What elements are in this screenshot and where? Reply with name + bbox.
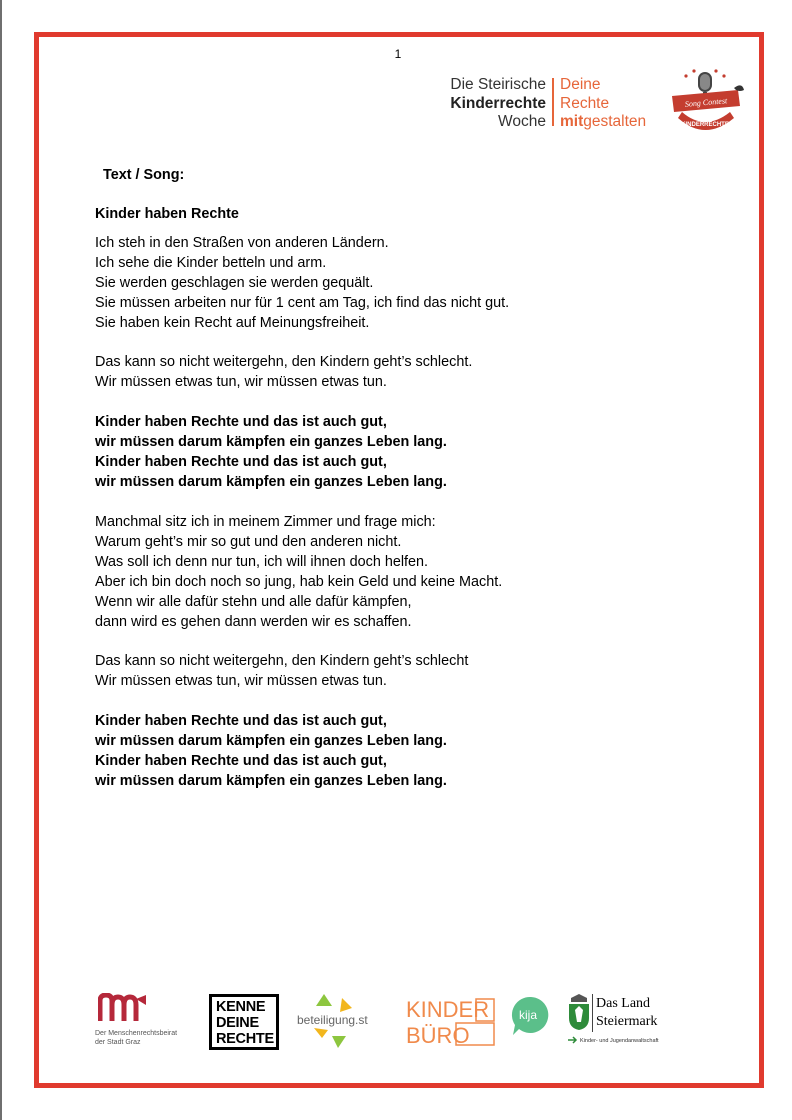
chorus1-line: wir müssen darum kämpfen ein ganzes Leben lang. bbox=[95, 434, 447, 450]
verse1-line: Ich sehe die Kinder betteln und arm. bbox=[95, 255, 327, 271]
kenne-line3: RECHTE bbox=[216, 1031, 274, 1047]
verse2-line: Manchmal sitz ich in meinem Zimmer und frage mich: bbox=[95, 514, 436, 530]
logo-right-text bbox=[560, 76, 646, 132]
menschenrechtsbeirat-logo-icon bbox=[98, 993, 150, 1021]
song-contest-badge-icon bbox=[664, 66, 746, 138]
verse1-line: Ich steh in den Straßen von anderen Ländern. bbox=[95, 235, 389, 251]
verse1-line: Sie müssen arbeiten nur für 1 cent am Tag, ich find das nicht gut. bbox=[95, 295, 510, 311]
logo-line-mitgestalten bbox=[560, 113, 646, 132]
land-subtitle: Kinder- und Jugendanwaltschaft bbox=[580, 1038, 659, 1044]
beteiligung-text: beteiligung.st bbox=[297, 1013, 368, 1027]
kinderbuero-logo-icon bbox=[404, 995, 496, 1047]
kija-text: kija bbox=[519, 1008, 538, 1022]
verse2-line: Aber ich bin doch noch so jung, hab kein Geld und keine Macht. bbox=[95, 574, 503, 590]
logo-line-kinderrechte: Kinderrechte bbox=[450, 94, 546, 112]
verse1-line: Sie haben kein Recht auf Meinungsfreiheit. bbox=[95, 315, 370, 331]
page-number: 1 bbox=[394, 47, 402, 61]
verse1-line: Sie werden geschlagen sie werden gequält. bbox=[95, 275, 374, 291]
prechorus1-line: Das kann so nicht weitergehn, den Kindern geht’s schlecht. bbox=[95, 354, 473, 370]
verse2-line: Wenn wir alle dafür stehn und alle dafür kämpfen, bbox=[95, 594, 412, 610]
chorus1-line: Kinder haben Rechte und das ist auch gut, bbox=[95, 414, 387, 430]
prechorus1-line: Wir müssen etwas tun, wir müssen etwas tun. bbox=[95, 374, 387, 390]
chorus1-line: Kinder haben Rechte und das ist auch gut, bbox=[95, 454, 387, 470]
kenne-deine-rechte-logo bbox=[209, 994, 279, 1050]
logo-left-text bbox=[440, 76, 546, 132]
logo-line-deine: Deine bbox=[560, 76, 601, 93]
verse2-line: Was soll ich denn nur tun, ich will ihnen doch helfen. bbox=[95, 554, 429, 570]
chorus2-line: wir müssen darum kämpfen ein ganzes Leben lang. bbox=[95, 773, 447, 789]
kenne-line1: KENNE bbox=[216, 999, 266, 1015]
kinderbuero-bottom-text: BÜRO bbox=[406, 1023, 470, 1047]
prechorus2-line: Das kann so nicht weitergehn, den Kindern geht’s schlecht bbox=[95, 653, 469, 669]
logo-separator bbox=[552, 78, 554, 126]
menschenrechtsbeirat-line1: Der Menschenrechtsbeirat bbox=[95, 1030, 178, 1037]
chorus2-line: Kinder haben Rechte und das ist auch gut, bbox=[95, 753, 387, 769]
arrow-right-icon bbox=[568, 1036, 578, 1044]
footer-logos bbox=[0, 990, 792, 1060]
land-line1: Das Land bbox=[596, 996, 651, 1011]
logo-word-gestalten: gestalten bbox=[583, 113, 647, 130]
menschenrechtsbeirat-text bbox=[95, 1030, 177, 1047]
section-label: Text / Song: bbox=[103, 167, 185, 183]
badge-arc-text: KINDERRECHTE bbox=[681, 122, 729, 128]
steiermark-crest-icon bbox=[567, 994, 591, 1030]
verse2-line: dann wird es gehen dann werden wir es schaffen. bbox=[95, 614, 412, 630]
land-line2: Steiermark bbox=[596, 1014, 658, 1029]
menschenrechtsbeirat-line2: der Stadt Graz bbox=[95, 1038, 141, 1046]
logo-line-woche: Woche bbox=[498, 113, 546, 130]
chorus2-line: Kinder haben Rechte und das ist auch gut, bbox=[95, 713, 387, 729]
logo-line-die-steirische: Die Steirische bbox=[450, 76, 546, 93]
badge-text: Song Contest bbox=[684, 96, 728, 109]
kenne-line2: DEINE bbox=[216, 1015, 259, 1031]
kinderrechte-woche-logo bbox=[440, 72, 750, 142]
verse2-line: Warum geht’s mir so gut und den anderen nicht. bbox=[95, 534, 402, 550]
prechorus2-line: Wir müssen etwas tun, wir müssen etwas tun. bbox=[95, 673, 387, 689]
chorus2-line: wir müssen darum kämpfen ein ganzes Leben lang. bbox=[95, 733, 447, 749]
kinderbuero-top-text: KINDER bbox=[406, 997, 490, 1022]
logo-word-mit: mit bbox=[560, 113, 584, 130]
logo-line-rechte: Rechte bbox=[560, 94, 610, 112]
chorus1-line: wir müssen darum kämpfen ein ganzes Leben lang. bbox=[95, 474, 447, 490]
page-edge-rule bbox=[0, 0, 2, 1120]
song-title: Kinder haben Rechte bbox=[95, 206, 239, 222]
